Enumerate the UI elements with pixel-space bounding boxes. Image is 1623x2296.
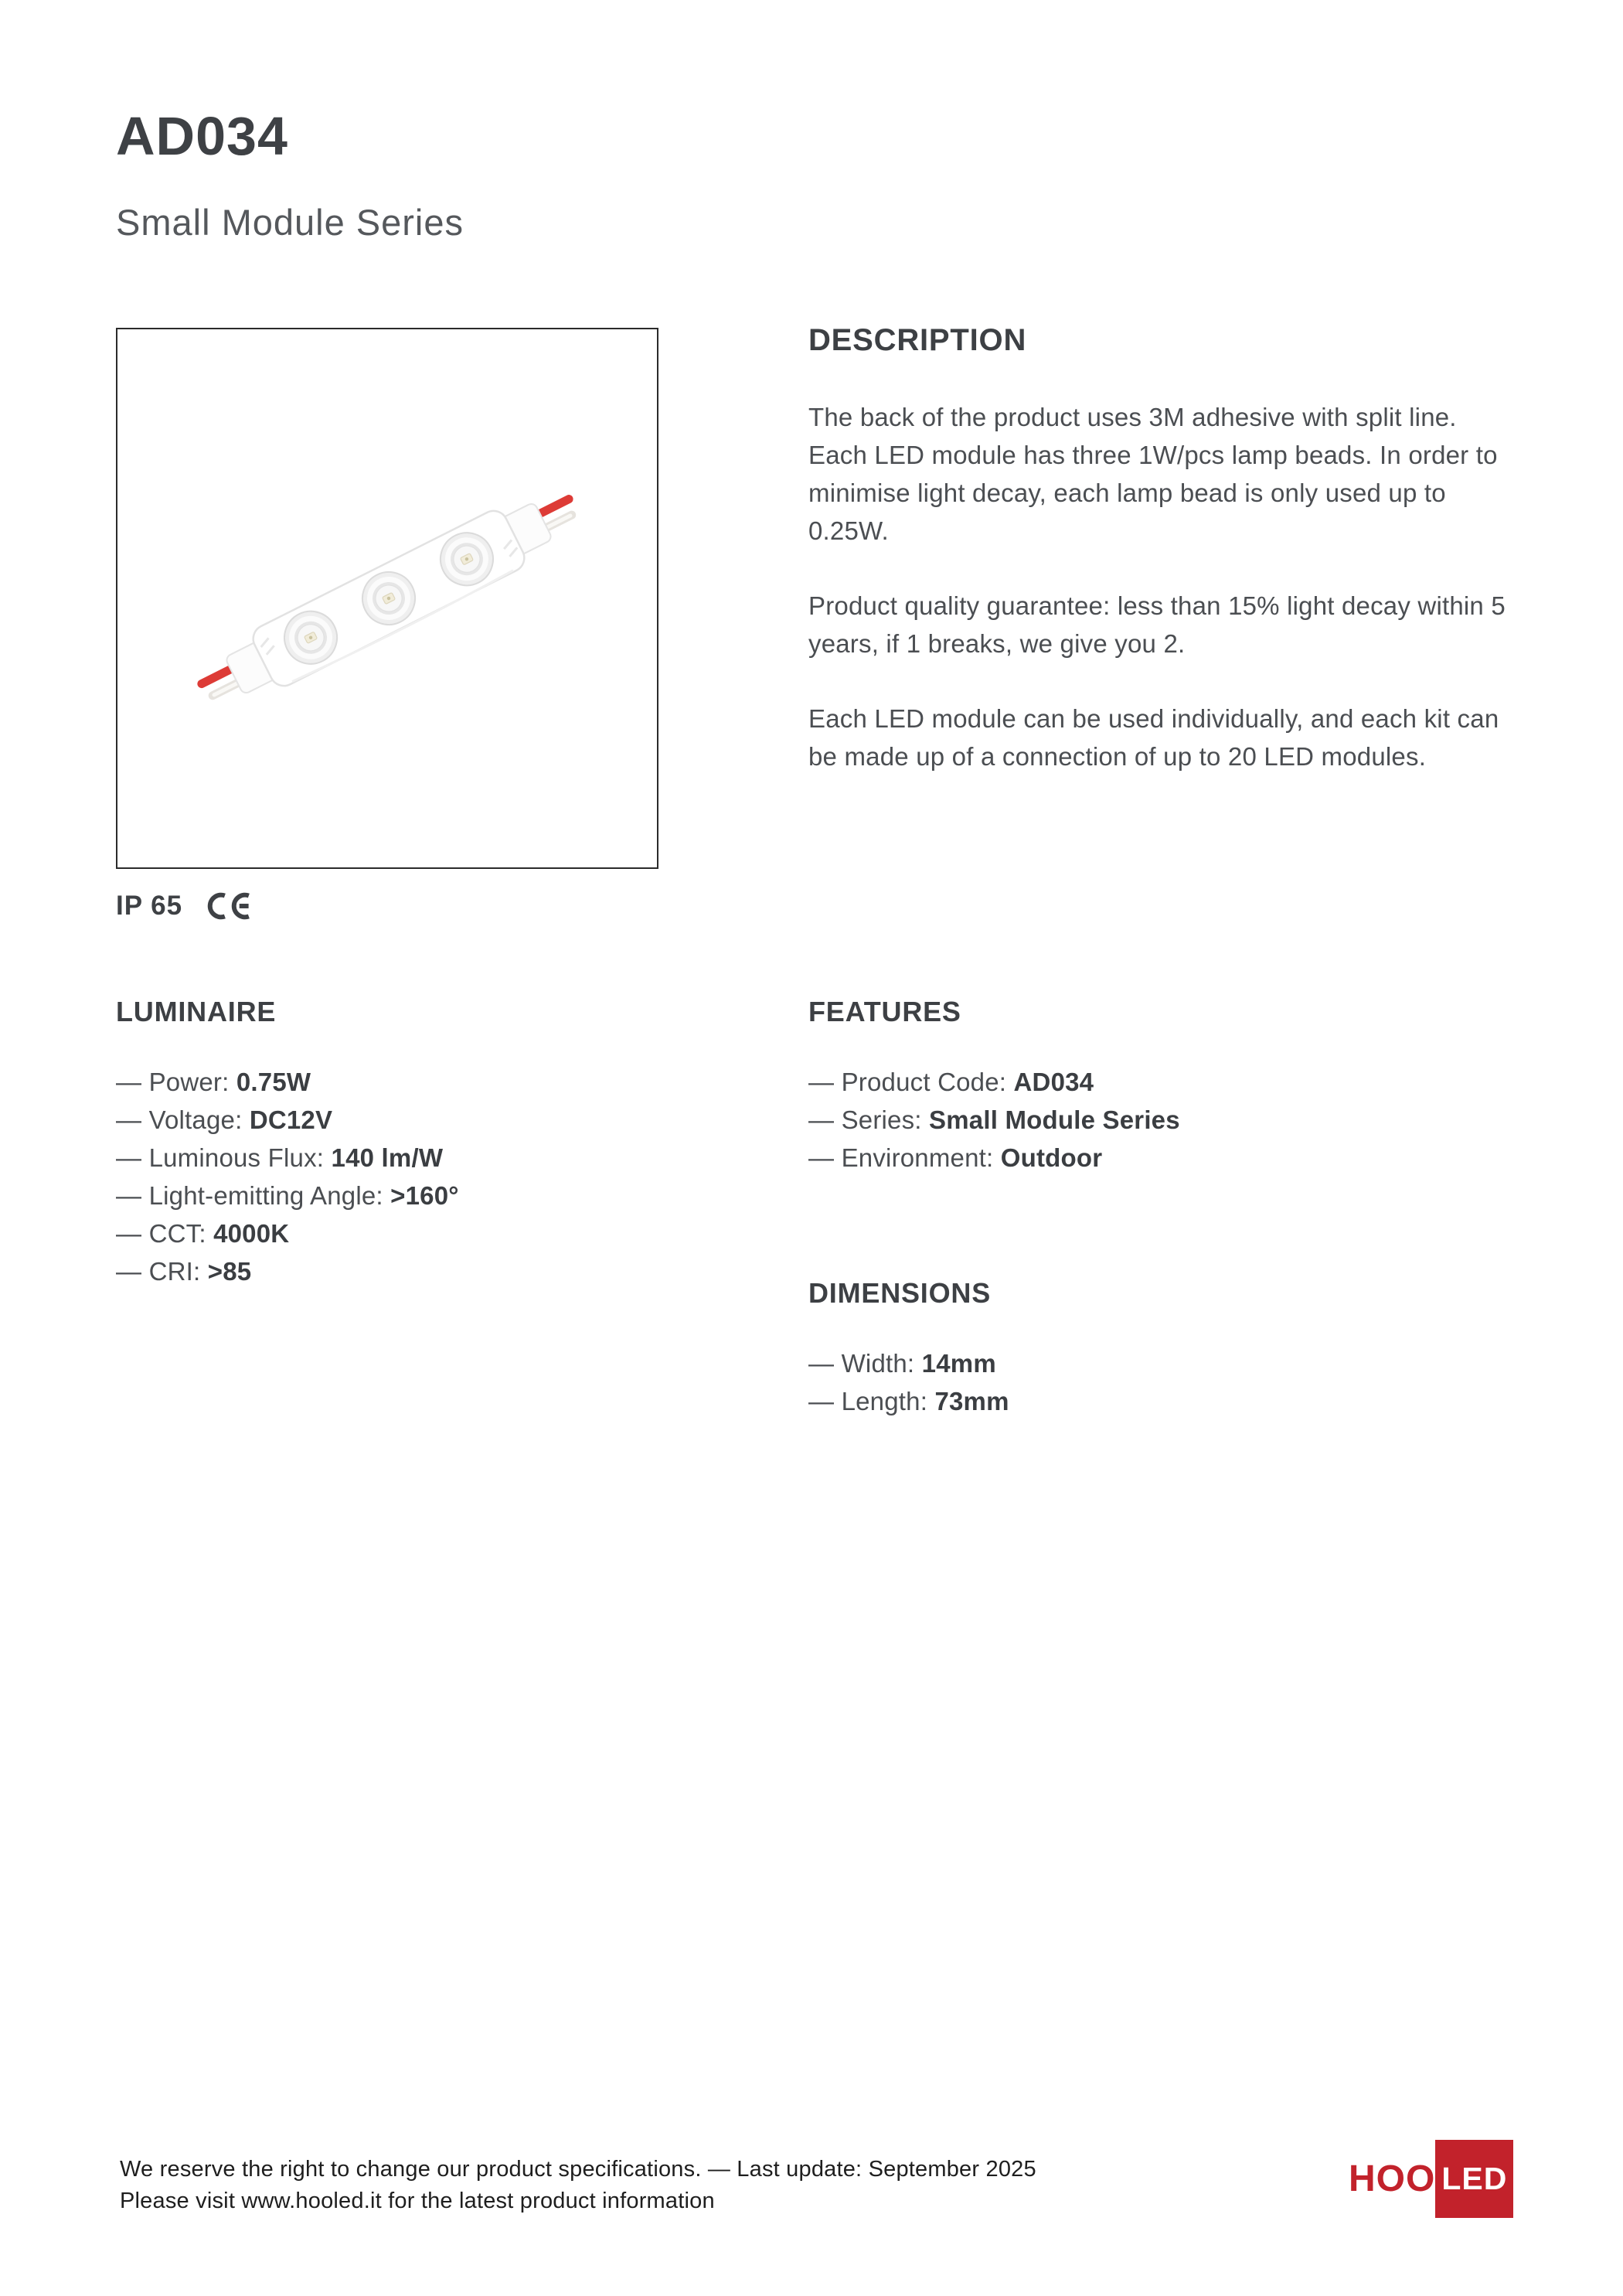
spec-line — [116, 1177, 734, 1214]
product-image-frame — [116, 328, 658, 869]
description-paragraph: Each LED module can be used individually, and each kit can be made up of a connection of up to 20 LED modules. — [808, 704, 1499, 771]
spec-line — [116, 1252, 734, 1290]
spec-label: — Length: — [808, 1387, 935, 1416]
features-spec-list — [808, 1063, 1508, 1177]
spec-value: 14mm — [921, 1349, 996, 1378]
features-heading: FEATURES — [808, 996, 961, 1027]
luminaire-heading: LUMINAIRE — [116, 996, 277, 1027]
description-heading: DESCRIPTION — [808, 323, 1027, 357]
ip-rating-label: IP 65 — [116, 891, 183, 921]
footer-disclaimer-line: We reserve the right to change our product specifications. — Last update: September 2025 — [120, 2157, 1036, 2182]
spec-line — [116, 1063, 734, 1101]
spec-line — [116, 1139, 734, 1177]
spec-value: 140 lm/W — [331, 1143, 444, 1173]
spec-label: — Environment: — [808, 1143, 1001, 1173]
footer-website-line: Please visit www.hooled.it for the latest product information — [120, 2189, 715, 2213]
footer — [120, 2154, 1036, 2217]
spec-value: 0.75W — [236, 1068, 311, 1097]
luminaire-section — [116, 996, 734, 1290]
dimensions-spec-list — [808, 1344, 1508, 1420]
spec-label: — Width: — [808, 1349, 922, 1378]
description-section — [808, 322, 1508, 812]
spec-value: DC12V — [249, 1105, 333, 1135]
dimensions-section — [808, 1277, 1508, 1420]
logo-red-square — [1435, 2140, 1513, 2218]
spec-line — [808, 1139, 1508, 1177]
hooled-logo — [1349, 2140, 1513, 2218]
page-title: AD034 — [116, 106, 288, 166]
spec-label: — CRI: — [116, 1257, 208, 1286]
spec-value: 4000K — [213, 1219, 290, 1248]
description-paragraph: The back of the product uses 3M adhesive with split line. Each LED module has three 1W/pcs lamp beads. In order to minimise light decay, each lamp bead is only used up to 0.25W. — [808, 403, 1498, 545]
led-module-photo — [117, 329, 657, 867]
description-paragraphs — [808, 398, 1508, 775]
spec-label: — Series: — [808, 1105, 930, 1135]
spec-label: — Power: — [116, 1068, 236, 1097]
spec-value: 73mm — [934, 1387, 1009, 1416]
certifications-row — [116, 889, 250, 923]
ce-mark-icon — [202, 889, 250, 923]
spec-label: — Voltage: — [116, 1105, 250, 1135]
luminaire-spec-list — [116, 1063, 734, 1290]
features-section — [808, 996, 1508, 1177]
logo-text-led: LED — [1441, 2161, 1508, 2196]
spec-line — [808, 1382, 1508, 1420]
spec-label: — Light-emitting Angle: — [116, 1181, 391, 1211]
description-paragraph: Product quality guarantee: less than 15% light decay within 5 years, if 1 breaks, we give you 2. — [808, 591, 1506, 658]
spec-line — [116, 1101, 734, 1139]
page-subtitle: Small Module Series — [116, 202, 464, 243]
spec-line — [116, 1214, 734, 1252]
spec-value: Small Module Series — [929, 1105, 1180, 1135]
spec-value: AD034 — [1013, 1068, 1094, 1097]
spec-line — [808, 1344, 1508, 1382]
spec-value: >85 — [207, 1257, 252, 1286]
logo-text-hoo: HOO — [1349, 2158, 1436, 2199]
dimensions-heading: DIMENSIONS — [808, 1277, 992, 1309]
spec-line — [808, 1063, 1508, 1101]
spec-value: >160° — [390, 1181, 459, 1211]
spec-value: Outdoor — [1000, 1143, 1103, 1173]
spec-label: — Luminous Flux: — [116, 1143, 332, 1173]
spec-label: — CCT: — [116, 1219, 214, 1248]
spec-line — [808, 1101, 1508, 1139]
spec-label: — Product Code: — [808, 1068, 1014, 1097]
